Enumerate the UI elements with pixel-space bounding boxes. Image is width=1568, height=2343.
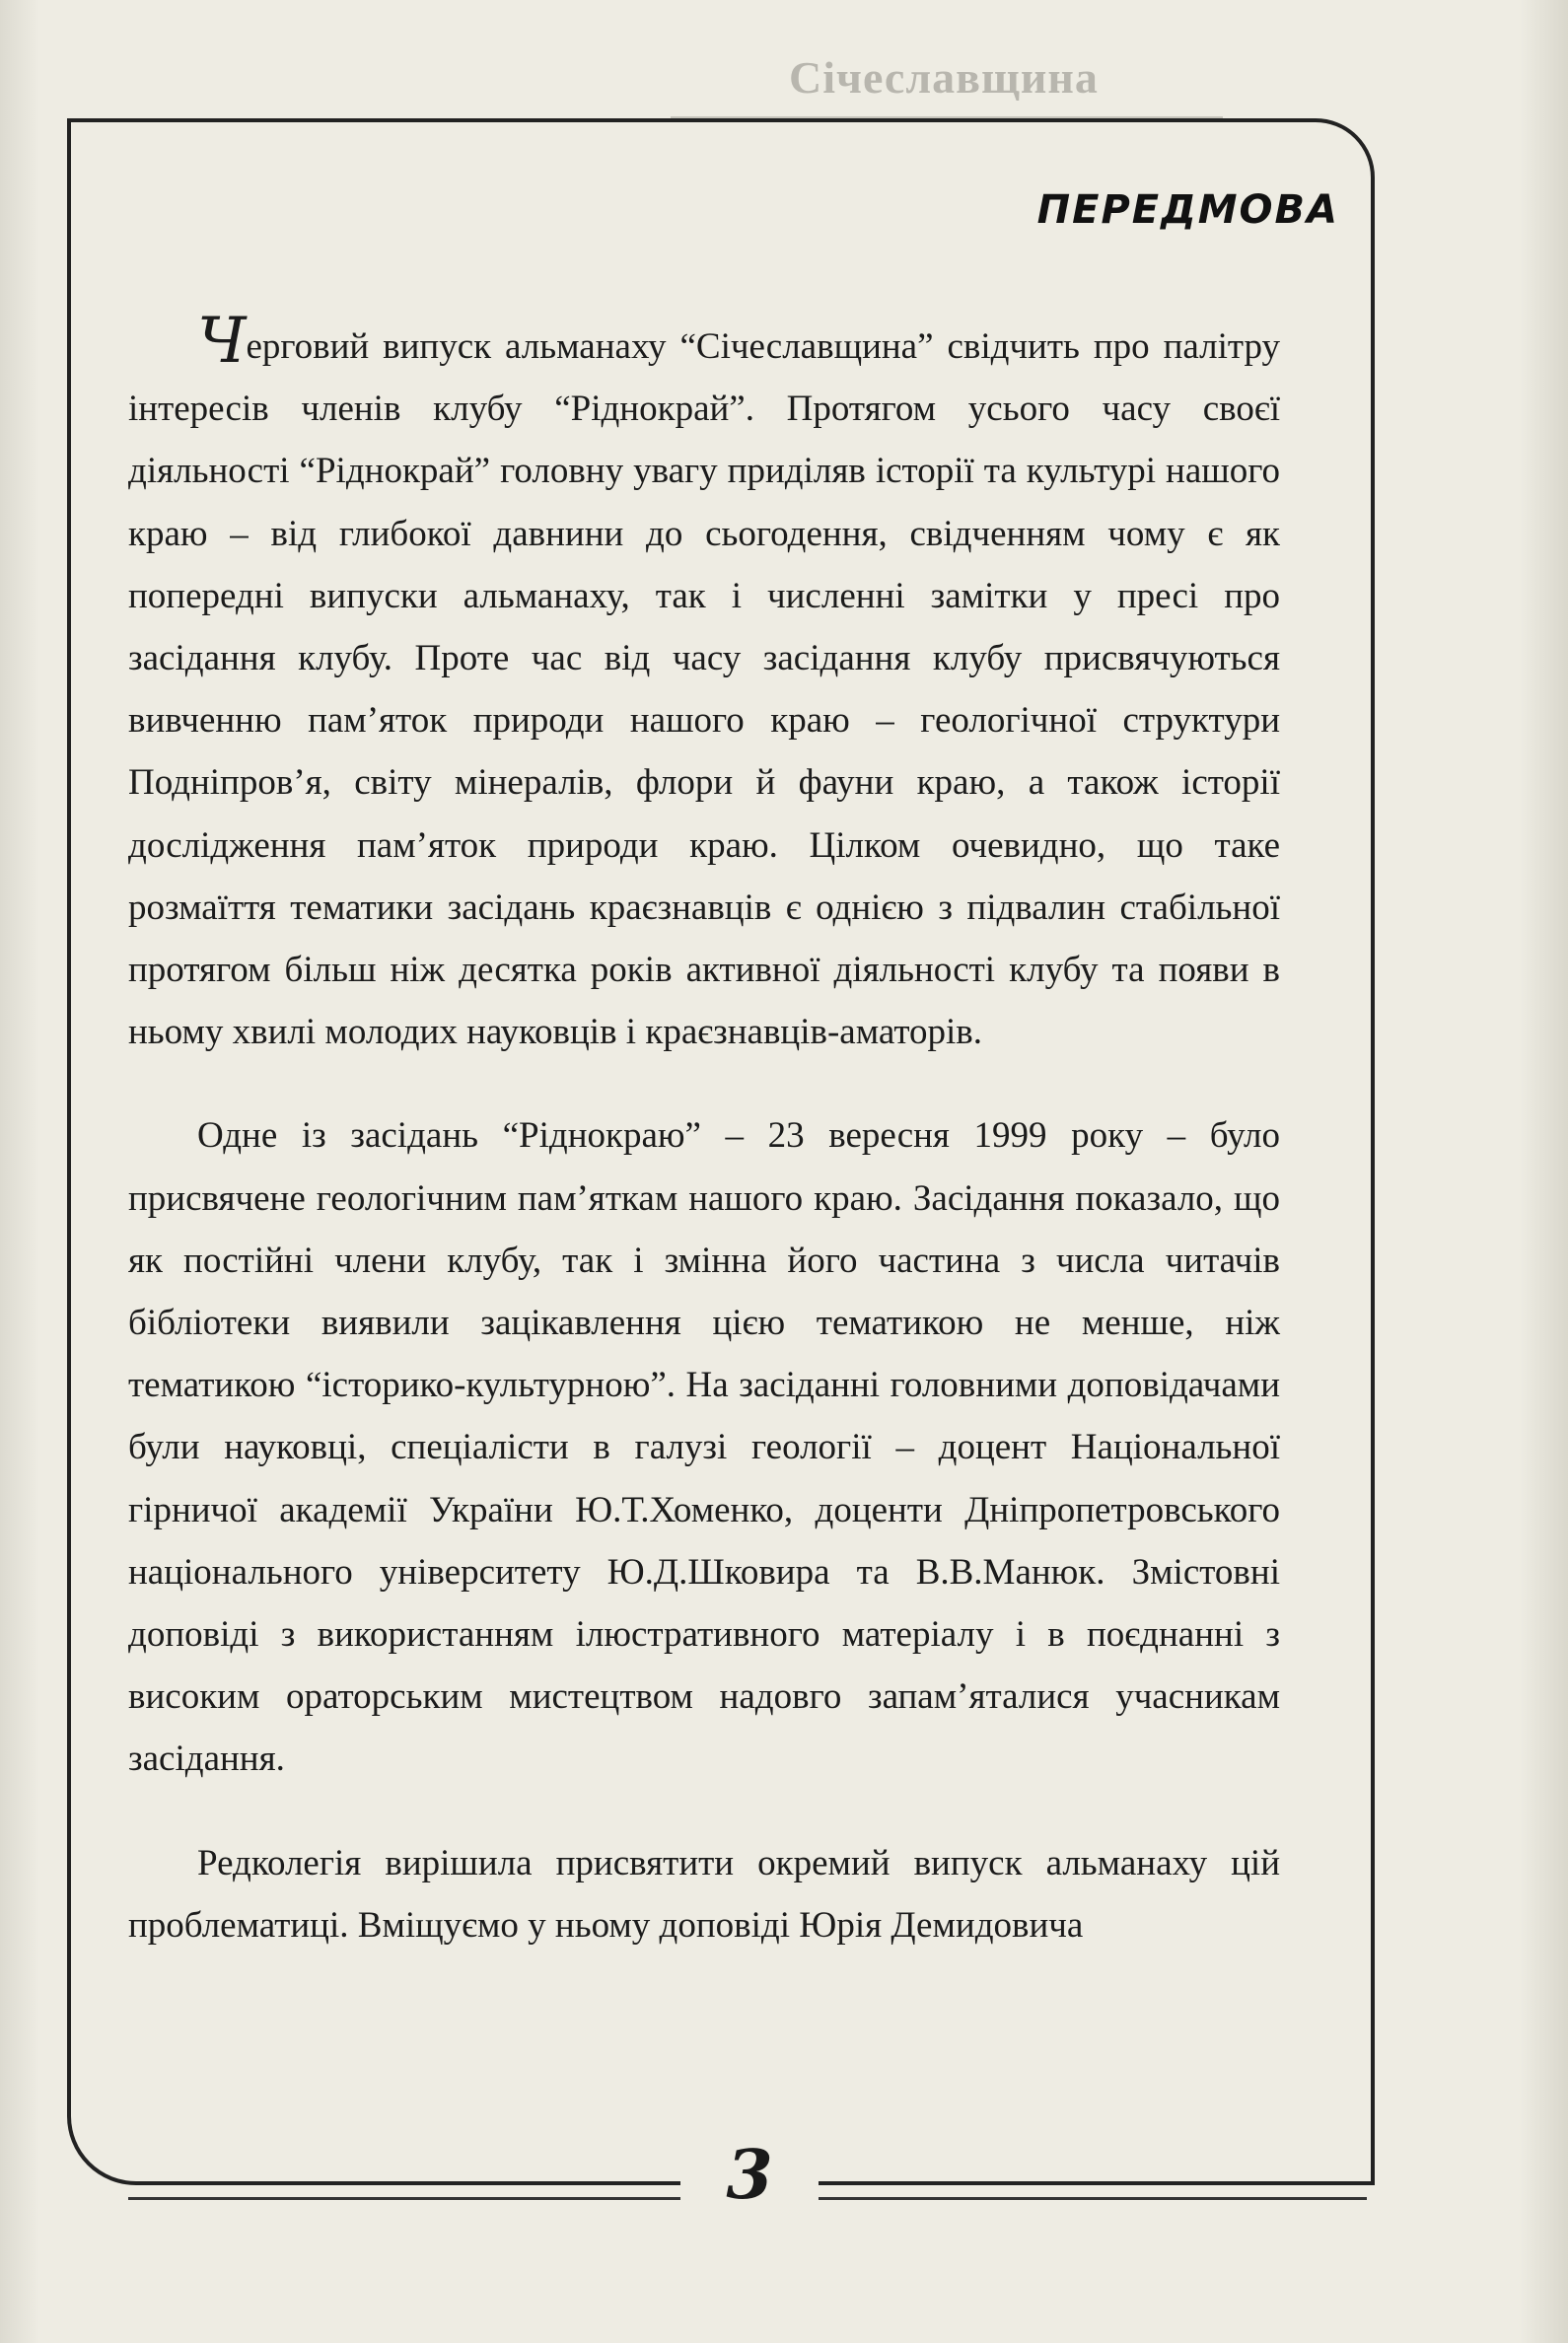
running-header: Січеславщина bbox=[789, 52, 1099, 103]
paragraph-1 bbox=[128, 305, 1280, 1063]
paragraph-1-text: ерговий випуск альманаху “Січеславщина” свідчить про палітру інтересів членів клубу “Ріднокрай”. Протягом усього часу своєї діяльності “Ріднокрай” головну увагу приділяв історії та культурі нашого краю – від глибокої давнини до сьогодення, свідченням чому є як попередні випуски альманаху, так і численні замітки у пресі про засідання клубу. Проте час від часу засідання клубу присвячуються вивченню пам’яток природи нашого краю – геологічної структури Подніпров’я, світу мінералів, флори й фауни краю, а також історії дослідження пам’яток природи краю. Цілком очевидно, що таке розмаїття тематики засідань краєзнавців є однією з підвалин стабільної протягом більш ніж десятка років активної діяльності клубу та появи в ньому хвилі молодих науковців і краєзнавців-аматорів. bbox=[128, 326, 1280, 1053]
page-number: 3 bbox=[726, 2136, 773, 2215]
paragraph-3 bbox=[128, 1832, 1280, 1956]
paragraph-3-text: Редколегія вирішила присвятити окремий випуск альманаху цій проблематиці. Вміщуємо у ньому доповіді Юрія Демидовича bbox=[128, 1842, 1280, 1946]
paragraph-2-text: Одне із засідань “Ріднокраю” – 23 вересня 1999 року – було присвячене геологічним пам’яткам нашого краю. Засідання показало, що як постійні члени клубу, так і змінна його частина з числа читачів бібліотеки виявили зацікавлення цією тематикою не менше, ніж тематикою “історико-культурною”. На засіданні головними доповідачами були науковці, спеціалісти в галузі геології – доцент Національної гірничої академії України Ю.Т.Хоменко, доценти Дніпропетровського національного університету Ю.Д.Шковира та В.В.Манюк. Змістовні доповіді з використанням ілюстративного матеріалу і в поєднанні з високим ораторським мистецтвом надовго запам’яталися учасникам засідання. bbox=[128, 1115, 1280, 1780]
section-title: ПЕРЕДМОВА bbox=[1036, 187, 1339, 233]
body-text bbox=[128, 305, 1280, 1956]
drop-cap: Ч bbox=[197, 305, 247, 378]
paragraph-2 bbox=[128, 1104, 1280, 1790]
